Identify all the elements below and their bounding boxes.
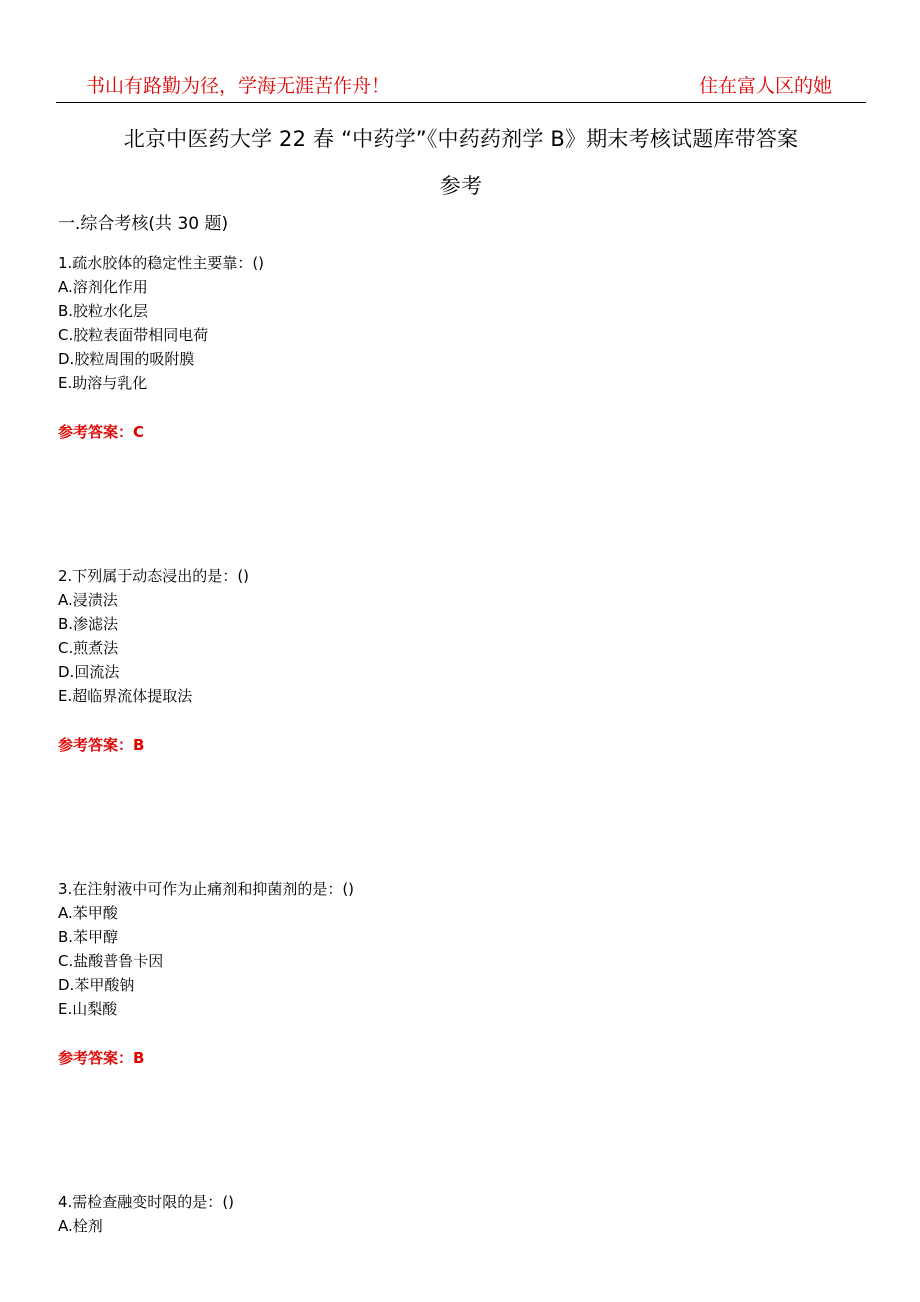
question-option: D.回流法: [58, 663, 120, 681]
question-option: E.超临界流体提取法: [58, 687, 193, 705]
question-option: A.浸渍法: [58, 591, 118, 609]
answer-key: 参考答案：C: [58, 423, 145, 441]
header-motto: 书山有路勤为径，学海无涯苦作舟！: [86, 75, 391, 97]
question-option: A.溶剂化作用: [58, 278, 148, 296]
question-option: D.苯甲酸钠: [58, 976, 135, 994]
question-option: A.栓剂: [58, 1217, 103, 1235]
section-title: 一.综合考核(共 30 题): [58, 214, 229, 234]
header-divider: [56, 102, 866, 103]
document-title: [56, 116, 866, 210]
question-option: C.盐酸普鲁卡因: [58, 952, 164, 970]
question-3: [58, 877, 858, 1070]
question-2: [58, 564, 858, 757]
answer-key: 参考答案：B: [58, 736, 145, 754]
question-option: C.胶粒表面带相同电荷: [58, 326, 209, 344]
question-option: E.山梨酸: [58, 1000, 118, 1018]
question-1: [58, 251, 858, 444]
question-option: B.渗滤法: [58, 615, 119, 633]
answer-key: 参考答案：B: [58, 1049, 145, 1067]
question-option: C.煎煮法: [58, 639, 119, 657]
question-option: D.胶粒周围的吸附膜: [58, 350, 195, 368]
question-option: A.苯甲酸: [58, 904, 118, 922]
question-stem: 1.疏水胶体的稳定性主要靠：(): [58, 254, 265, 272]
question-option: B.胶粒水化层: [58, 302, 149, 320]
header-tagline: 住在富人区的她: [698, 75, 832, 97]
document-title-line-2: 参考: [439, 174, 483, 198]
question-stem: 3.在注射液中可作为止痛剂和抑菌剂的是：(): [58, 880, 355, 898]
question-stem: 2.下列属于动态浸出的是：(): [58, 567, 250, 585]
question-stem: 4.需检查融变时限的是：(): [58, 1193, 235, 1211]
question-4: [58, 1190, 858, 1238]
document-title-line-1: 北京中医药大学 22 春 “中药学”《中药药剂学 B》期末考核试题库带答案: [123, 127, 799, 151]
question-option: B.苯甲醇: [58, 928, 119, 946]
question-option: E.助溶与乳化: [58, 374, 148, 392]
